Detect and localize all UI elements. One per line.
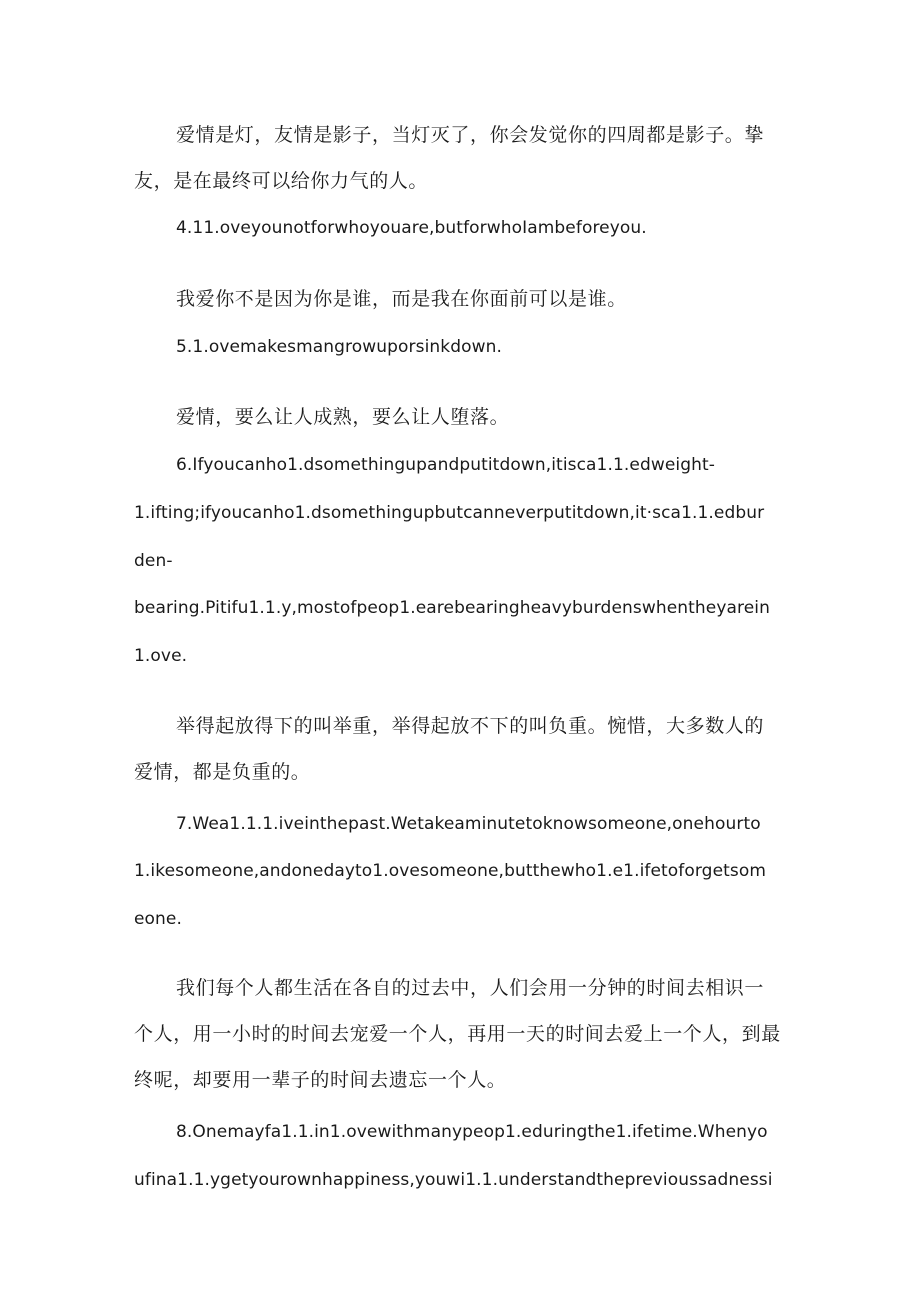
paragraph-line: 爱情，要么让人成熟，要么让人堕落。	[176, 406, 510, 428]
paragraph-line: 5.1.ovemakesmangrowuporsinkdown.	[176, 337, 502, 357]
paragraph-line: 7.Wea1.1.1.iveinthepast.Wetakeaminutetoknowsomeone,onehourto	[176, 814, 761, 834]
paragraph-line: 终呢，却要用一辈子的时间去遗忘一个人。	[134, 1069, 507, 1091]
paragraph-line: 1.ifting;ifyoucanho1.dsomethingupbutcanneverputitdown,it·sca1.1.edbur	[134, 503, 765, 523]
paragraph-line: 个人，用一小时的时间去宠爱一个人，再用一天的时间去爱上一个人，到最	[134, 1023, 781, 1045]
paragraph-line: 友，是在最终可以给你力气的人。	[134, 170, 429, 192]
paragraph-line: ufina1.1.ygetyourownhappiness,youwi1.1.understandtheprevioussadnessi	[134, 1170, 773, 1190]
paragraph-line: 1.ove.	[134, 646, 188, 666]
paragraph-line: den-	[134, 551, 173, 571]
paragraph-line: 8.Onemayfa1.1.in1.ovewithmanypeop1.eduringthe1.ifetime.Whenyo	[176, 1122, 768, 1142]
paragraph-line: 4.11.oveyounotforwhoyouare,butforwhoIambeforeyou.	[176, 218, 647, 238]
paragraph-line: 爱情是灯，友情是影子，当灯灭了，你会发觉你的四周都是影子。挚	[176, 124, 765, 146]
paragraph-line: 6.Ifyoucanho1.dsomethingupandputitdown,itisca1.1.edweight-	[176, 455, 716, 475]
paragraph-line: 举得起放得下的叫举重，举得起放不下的叫负重。惋惜，大多数人的	[176, 715, 765, 737]
paragraph-line: 我们每个人都生活在各自的过去中，人们会用一分钟的时间去相识一	[176, 977, 765, 999]
paragraph-line: 爱情，都是负重的。	[134, 761, 311, 783]
paragraph-line: eone.	[134, 909, 182, 929]
paragraph-line: 我爱你不是因为你是谁，而是我在你面前可以是谁。	[176, 288, 627, 310]
paragraph-line: bearing.Pitifu1.1.y,mostofpeop1.earebearingheavyburdenswhentheyarein	[134, 598, 770, 618]
paragraph-line: 1.ikesomeone,andonedayto1.ovesomeone,butthewho1.e1.ifetoforgetsom	[134, 861, 767, 881]
